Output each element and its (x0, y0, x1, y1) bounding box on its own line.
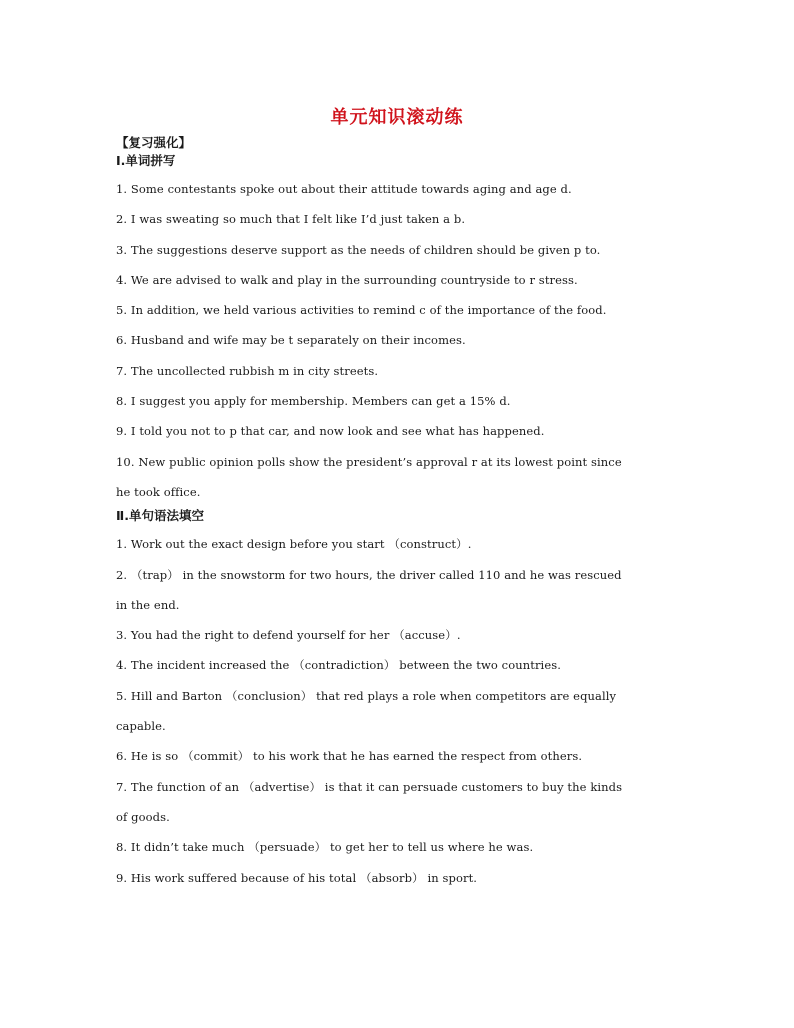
list-item: 8. It didn’t take much （persuade） to get her to tell us where he was. (116, 840, 534, 855)
list-item: 8. I suggest you apply for membership. Members can get a 15% d. (116, 394, 511, 409)
list-item: 2. I was sweating so much that I felt like I’d just taken a b. (116, 212, 466, 227)
list-item-continuation: he took office. (116, 484, 201, 499)
list-item: 7. The function of an （advertise） is that it can persuade customers to buy the kinds (116, 779, 623, 794)
list-item: 5. Hill and Barton （conclusion） that red plays a role when competitors are equally (116, 688, 617, 703)
list-item: 7. The uncollected rubbish m in city streets. (116, 363, 379, 378)
list-item: 1. Work out the exact design before you start （construct）. (116, 537, 472, 552)
list-item: 9. His work suffered because of his total （absorb） in sport. (116, 870, 478, 885)
part1-heading: Ⅰ.单词拼写 (116, 153, 176, 168)
list-item: 4. The incident increased the （contradiction） between the two countries. (116, 658, 562, 673)
list-item: 9. I told you not to p that car, and now look and see what has happened. (116, 424, 545, 439)
part1-list (116, 174, 682, 507)
list-item-continuation: of goods. (116, 809, 170, 824)
document-content (116, 134, 682, 893)
list-item: 6. He is so （commit） to his work that he has earned the respect from others. (116, 749, 583, 764)
list-item: 10. New public opinion polls show the president’s approval r at its lowest point since (116, 454, 622, 469)
list-item: 6. Husband and wife may be t separately on their incomes. (116, 333, 466, 348)
list-item: 3. You had the right to defend yourself for her （accuse）. (116, 628, 461, 643)
section-review-heading: 【复习强化】 (116, 135, 192, 150)
list-item: 5. In addition, we held various activities to remind c of the importance of the food. (116, 303, 607, 318)
list-item-continuation: capable. (116, 719, 166, 734)
list-item: 3. The suggestions deserve support as the needs of children should be given p to. (116, 242, 601, 257)
list-item: 2. （trap） in the snowstorm for two hours, the driver called 110 and he was rescued (116, 567, 622, 582)
page-title: 单元知识滚动练 (330, 107, 464, 128)
part2-heading: Ⅱ.单句语法填空 (116, 508, 204, 524)
list-item: 4. We are advised to walk and play in the surrounding countryside to r stress. (116, 272, 578, 287)
part2-list (116, 529, 682, 893)
list-item: 1. Some contestants spoke out about their attitude towards aging and age d. (116, 182, 572, 196)
list-item-continuation: in the end. (116, 597, 180, 612)
